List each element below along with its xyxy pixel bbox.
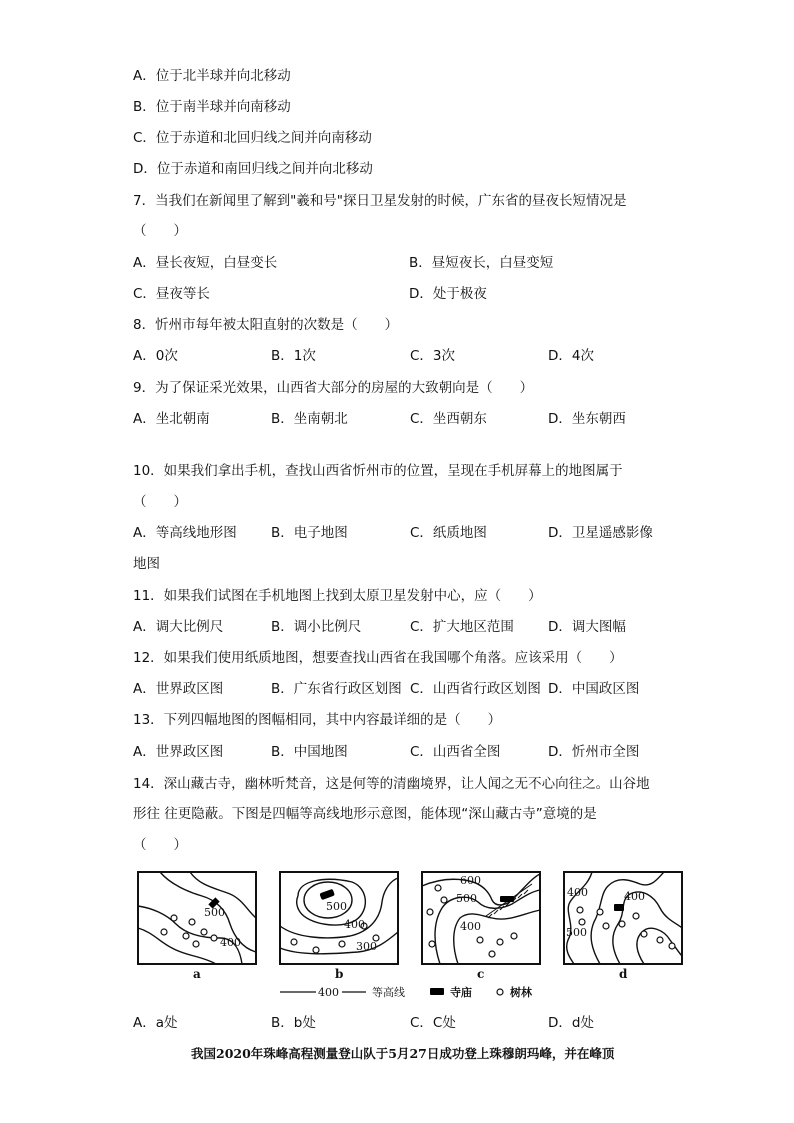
q11-option-b: B．调小比例尺 (271, 619, 362, 635)
q14-stem-line1: 14．深山藏古寺，幽林听梵音，这是何等的清幽境界，让人闻之无不心向往之。山谷地 (133, 776, 650, 792)
q7-option-d: D．处于极夜 (409, 286, 487, 302)
q9-stem: 9．为了保证采光效果，山西省大部分的房屋的大致朝向是（ ） (133, 380, 534, 396)
legend-temple-label: 寺庙 (450, 986, 472, 999)
next-question-fragment: 我国2020年珠峰高程测量登山队于5月27日成功登上珠穆朗玛峰，并在峰顶 (191, 1046, 615, 1061)
q11-option-c: C．扩大地区范围 (410, 619, 514, 635)
temple-icon (319, 889, 335, 900)
q14-option-b: B．b处 (271, 1015, 316, 1031)
legend-contour-value: 400 (318, 986, 339, 999)
q12-stem: 12．如果我们使用纸质地图，想要查找山西省在我国哪个角落。应该采用（ ） (133, 650, 623, 666)
contour-label-c-3: 400 (460, 920, 481, 933)
legend-forest-icon (497, 989, 503, 995)
q14-option-a: A．a处 (133, 1015, 178, 1031)
panel-label-b: b (335, 967, 344, 981)
q7-stem: 7．当我们在新闻里了解到"羲和号"探日卫星发射的时候，广东省的昼夜长短情况是 (133, 193, 627, 209)
contour-label-a-1: 500 (204, 906, 225, 919)
q14-stem-line2: 形往 往更隐蔽。下图是四幅等高线地形示意图，能体现“深山藏古寺”意境的是 (133, 806, 597, 822)
q13-option-a: A．世界政区图 (133, 744, 224, 760)
forest-icons-a (161, 915, 217, 947)
q12-option-d: D．中国政区图 (548, 681, 640, 697)
temple-icon (614, 904, 624, 911)
q7-option-c: C．昼夜等长 (133, 286, 210, 302)
contour-label-b-1: 500 (326, 900, 347, 913)
q7-option-a: A．昼长夜短，白昼变长 (133, 255, 278, 271)
legend-forest-label: 树林 (510, 986, 532, 999)
q12-option-c: C．山西省行政区划图 (410, 681, 541, 697)
q12-option-a: A．世界政区图 (133, 681, 224, 697)
q9-option-d: D．坐东朝西 (548, 411, 626, 427)
contour-label-b-3: 300 (356, 940, 377, 953)
contour-map-a (138, 872, 256, 964)
contour-label-c-2: 500 (456, 892, 477, 905)
contour-map-b (280, 872, 398, 964)
q13-stem: 13．下列四幅地图的图幅相同，其中内容最详细的是（ ） (133, 712, 502, 728)
q8-option-c: C．3次 (410, 348, 456, 364)
q9-option-c: C．坐西朝东 (410, 411, 487, 427)
contour-label-d-2: 400 (624, 890, 645, 903)
panel-label-d: d (619, 967, 628, 981)
legend-contour-label: 等高线 (372, 986, 405, 999)
q10-option-d-continued: 地图 (133, 556, 160, 572)
q6-option-a: A．位于北半球并向北移动 (133, 68, 291, 84)
q9-option-a: A．坐北朝南 (133, 411, 210, 427)
q6-option-c: C．位于赤道和北回归线之间并向南移动 (133, 130, 372, 146)
q8-option-d: D．4次 (548, 348, 594, 364)
q13-option-b: B．中国地图 (271, 744, 348, 760)
q12-option-b: B．广东省行政区划图 (271, 681, 402, 697)
q8-option-a: A．0次 (133, 348, 178, 364)
temple-icon (500, 896, 514, 902)
q13-option-c: C．山西省全图 (410, 744, 501, 760)
contour-label-d-3: 500 (566, 926, 587, 939)
legend-temple-icon (430, 988, 444, 995)
q11-option-a: A．调大比例尺 (133, 619, 224, 635)
q11-option-d: D．调大图幅 (548, 619, 626, 635)
q11-stem: 11．如果我们试图在手机地图上找到太原卫星发射中心，应（ ） (133, 588, 542, 604)
q10-option-b: B．电子地图 (271, 525, 348, 541)
contour-label-d-1: 400 (567, 886, 588, 899)
q7-option-b: B．昼短夜长，白昼变短 (409, 255, 554, 271)
figure-legend (280, 985, 533, 999)
contour-maps-figure (130, 866, 690, 1002)
q14-paren: （ ） (133, 837, 187, 853)
panel-label-c: c (477, 967, 485, 981)
q13-option-d: D．忻州市全图 (548, 744, 640, 760)
q10-option-d: D．卫星遥感影像 (548, 525, 653, 541)
q8-stem: 8．忻州市每年被太阳直射的次数是（ ） (133, 317, 399, 333)
q9-option-b: B．坐南朝北 (271, 411, 348, 427)
q10-stem: 10．如果我们拿出手机，查找山西省忻州市的位置，呈现在手机屏幕上的地图属于 (133, 463, 623, 479)
q14-option-d: D．d处 (548, 1015, 594, 1031)
panel-label-a: a (193, 967, 201, 981)
q10-option-a: A．等高线地形图 (133, 525, 237, 541)
q6-option-d: D．位于赤道和南回归线之间并向北移动 (133, 161, 373, 177)
q8-option-b: B．1次 (271, 348, 316, 364)
q14-option-c: C．C处 (410, 1015, 456, 1031)
q10-option-c: C．纸质地图 (410, 525, 487, 541)
contour-label-c-1: 600 (460, 874, 481, 887)
q6-option-b: B．位于南半球并向南移动 (133, 99, 291, 115)
q7-paren: （ ） (133, 223, 187, 239)
contour-label-a-2: 400 (220, 936, 241, 949)
contour-label-b-2: 400 (344, 918, 365, 931)
q10-paren: （ ） (133, 494, 187, 510)
